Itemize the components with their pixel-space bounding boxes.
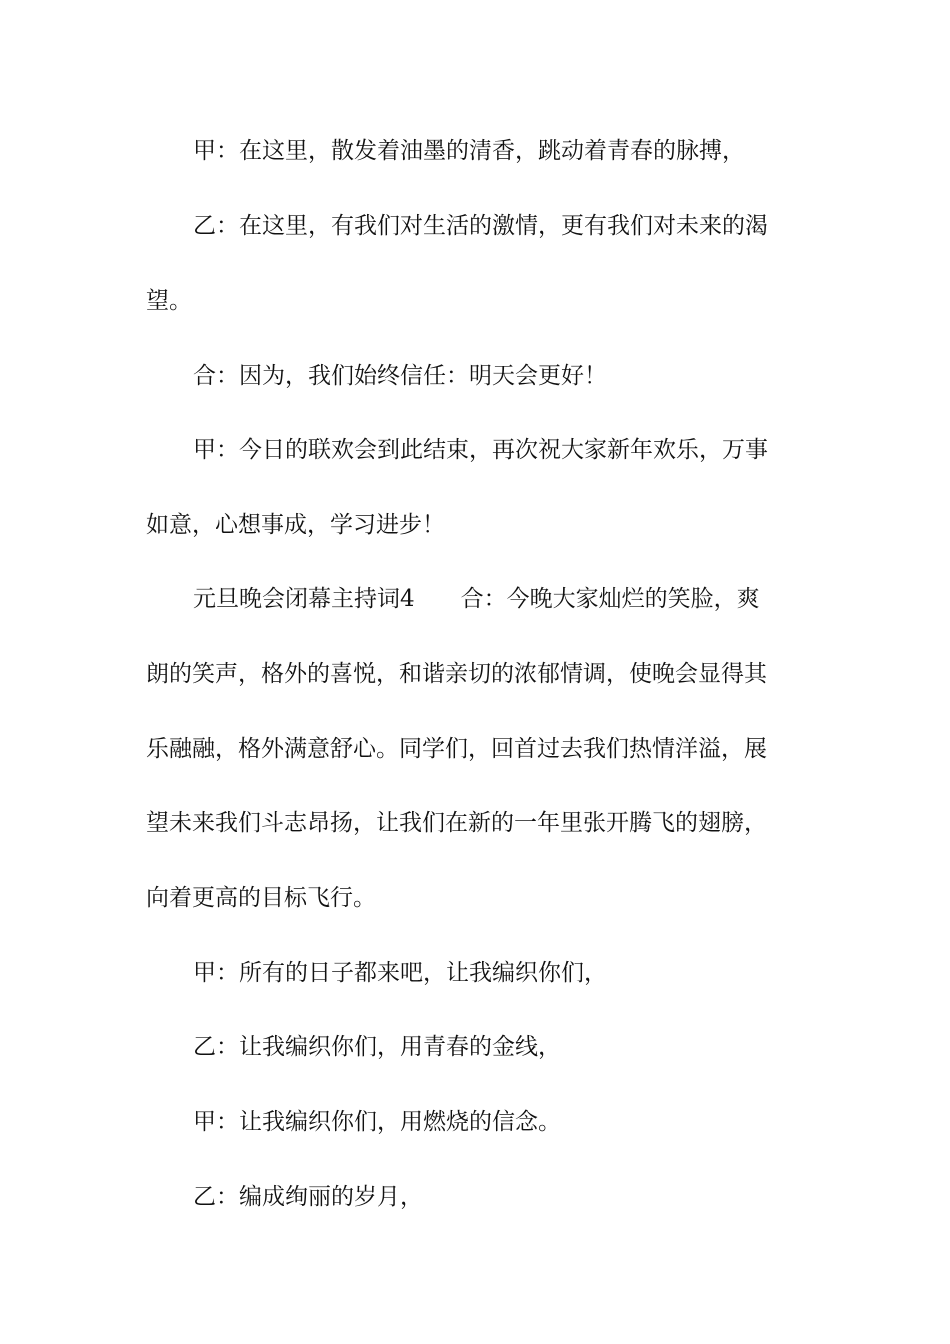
text-line: 甲：让我编织你们，用燃烧的信念。: [193, 1109, 561, 1135]
text-line: 望。: [146, 288, 192, 314]
text-line: 乙：编成绚丽的岁月，: [193, 1184, 423, 1210]
text-line: 向着更高的目标飞行。: [146, 885, 376, 911]
text-line: 甲：所有的日子都来吧，让我编织你们，: [193, 960, 607, 986]
text-line: 合：因为，我们始终信任：明天会更好！: [193, 363, 607, 389]
text-line: 元旦晚会闭幕主持词4 合：今晚大家灿烂的笑脸，爽: [193, 586, 760, 612]
text-line: 望未来我们斗志昂扬，让我们在新的一年里张开腾飞的翅膀，: [146, 810, 767, 836]
text-line: 甲：在这里，散发着油墨的清香，跳动着青春的脉搏，: [193, 138, 745, 164]
text-line: 朗的笑声，格外的喜悦，和谐亲切的浓郁情调，使晚会显得其: [146, 661, 767, 687]
text-line: 甲：今日的联欢会到此结束，再次祝大家新年欢乐，万事: [193, 437, 768, 463]
text-line: 乙：在这里，有我们对生活的激情，更有我们对未来的渴: [193, 213, 768, 239]
text-line: 乙：让我编织你们，用青春的金线，: [193, 1034, 561, 1060]
text-line: 乐融融，格外满意舒心。同学们，回首过去我们热情洋溢，展: [146, 736, 767, 762]
text-line: 如意，心想事成，学习进步！: [146, 512, 445, 538]
